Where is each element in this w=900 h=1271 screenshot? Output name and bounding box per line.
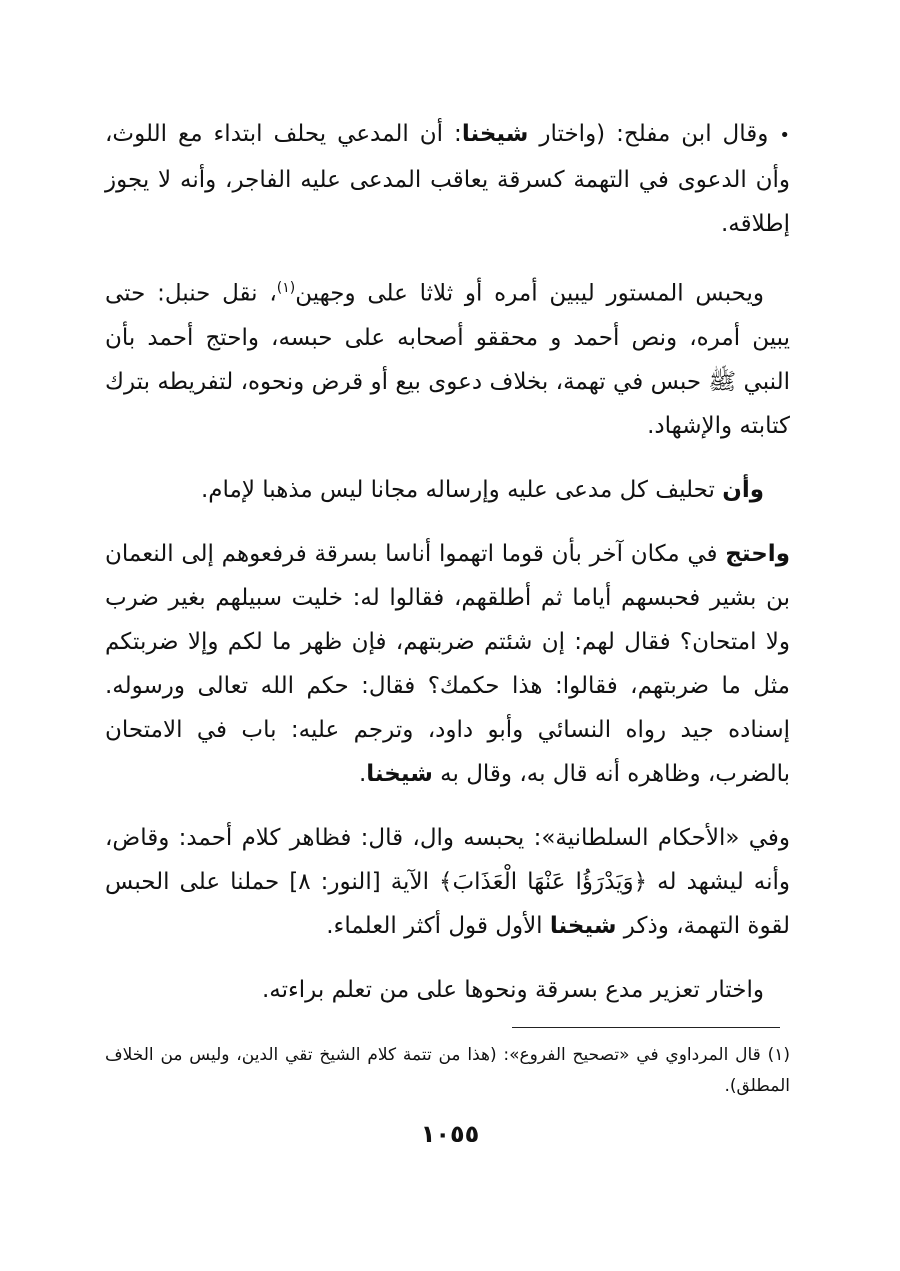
paragraph-5: وفي «الأحكام السلطانية»: يحبسه وال، قال: فظاهر كلام أحمد: وقاض، وأنه ليشهد له ﴿وَيَدْرَؤُا عَنْهَا الْعَذَابَ﴾ الآية [النور: ٨] حملنا على الحبس لقوة التهمة، وذكر شيخنا الأول قول أكثر العلماء. (105, 824, 790, 939)
paragraph-1: • وقال ابن مفلح: (واختار شيخنا: أن المدعي يحلف ابتداء مع اللوث، وأن الدعوى في التهمة كسرقة يعاقب المدعى عليه الفاجر، وأنه لا يجوز إطلاقه. (105, 121, 790, 237)
footnote-ref[interactable]: (١) (276, 280, 296, 296)
main-text (105, 112, 790, 1012)
footnote-divider (512, 1027, 780, 1028)
paragraph-4: واحتج في مكان آخر بأن قوما اتهموا أناسا بسرقة فرفعوهم إلى النعمان بن بشير فحبسهم أياما ثم أطلقهم، فقالوا له: خليت سبيلهم بغير ضرب ولا امتحان؟ فقال لهم: إن شئتم ضربتهم، فإن ظهر ما لكم وإلا ضربتكم مثل ما ضربتهم، فقالوا: هذا حكمك؟ فقال: حكم الله تعالى ورسوله. إسناده جيد رواه النسائي وأبو داود، وترجم عليه: باب في الامتحان بالضرب، وظاهره أنه قال به، وقال به شيخنا. (105, 540, 790, 787)
emphasis-shaykhuna: شيخنا (461, 121, 529, 147)
footnote-number: (١) (767, 1045, 790, 1065)
paragraph-3: وأن تحليف كل مدعى عليه وإرساله مجانا ليس مذهبا لإمام. (200, 476, 764, 503)
paragraph-6: واختار تعزير مدع بسرقة ونحوها على من تعلم براءته. (261, 976, 764, 1003)
bullet-icon: • (779, 125, 790, 146)
footnote: (١) قال المرداوي في «تصحيح الفروع»: (هذا من تتمة كلام الشيخ تقي الدين، وليس من الخلاف المطلق). (105, 1045, 790, 1096)
page-number: ١٠٥٥ (420, 1120, 480, 1148)
paragraph-2: ويحبس المستور ليبين أمره أو ثلاثا على وجهين$^{(١)}$، نقل حنبل: حتى يبين أمره، ونص أحمد و محققو أصحابه على حبسه، واحتج أحمد بأن النبي ﷺ حبس في تهمة، بخلاف دعوى بيع أو قرض ونحوه، لتفريطه بترك كتابته والإشهاد. (105, 280, 790, 439)
